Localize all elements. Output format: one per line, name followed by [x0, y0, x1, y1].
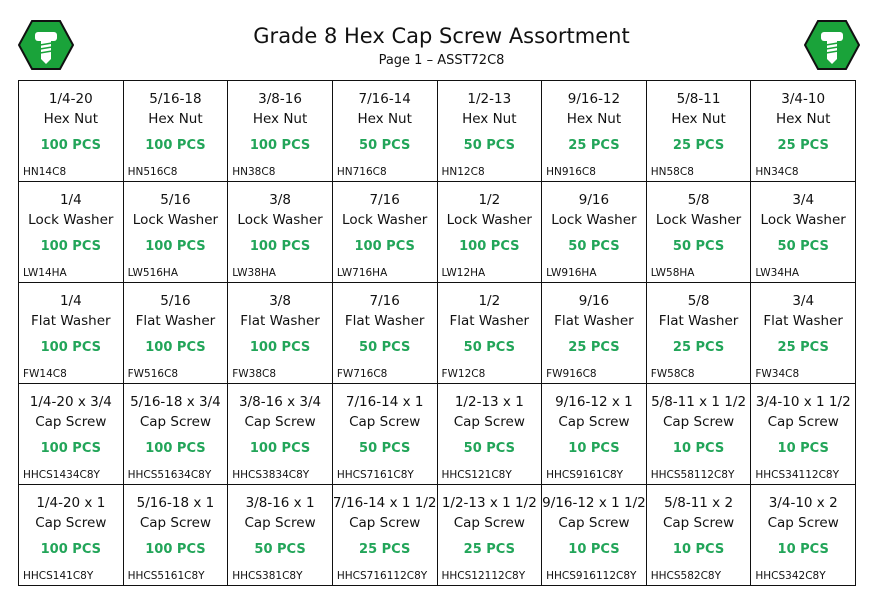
part-cell: [542, 283, 647, 384]
part-code: HHCS9161C8Y: [546, 469, 624, 481]
part-size: 5/8-11: [676, 91, 721, 107]
part-type: Lock Washer: [446, 212, 532, 228]
part-quantity: 25 PCS: [672, 340, 725, 355]
part-size: 9/16: [578, 293, 610, 309]
part-size: 5/8-11 x 1 1/2: [651, 394, 747, 410]
part-code: LW34HA: [755, 267, 800, 279]
part-size: 1/4: [59, 192, 82, 208]
part-cell: [19, 485, 124, 586]
part-size: 3/4: [792, 293, 815, 309]
part-cell: [19, 182, 124, 283]
part-code: HHCS3834C8Y: [232, 469, 310, 481]
part-type: Cap Screw: [453, 414, 525, 430]
part-size: 5/16-18: [149, 91, 202, 107]
part-code: HHCS34112C8Y: [755, 469, 839, 481]
part-size: 3/8: [269, 293, 291, 309]
part-cell: [751, 182, 856, 283]
part-quantity: 25 PCS: [359, 542, 411, 557]
part-code: HN516C8: [127, 166, 178, 178]
assortment-grid: [18, 80, 856, 586]
part-code: LW716HA: [336, 267, 388, 279]
part-size: 7/16: [369, 192, 400, 208]
part-code: HN916C8: [546, 166, 596, 178]
part-type: Cap Screw: [35, 515, 107, 531]
part-cell: [646, 283, 751, 384]
part-code: HHCS141C8Y: [23, 570, 94, 582]
part-code: HN12C8: [441, 166, 485, 178]
part-type: Hex Nut: [43, 111, 99, 127]
part-cell: [437, 81, 542, 182]
part-cell: [228, 283, 333, 384]
part-code: HHCS342C8Y: [755, 570, 826, 582]
part-type: Hex Nut: [566, 111, 622, 127]
part-type: Hex Nut: [357, 111, 412, 127]
part-size: 1/4-20 x 1: [36, 495, 106, 511]
part-code: FW516C8: [127, 368, 179, 380]
part-cell: [751, 283, 856, 384]
part-code: HN58C8: [650, 166, 694, 178]
part-quantity: 50 PCS: [254, 542, 306, 557]
part-type: Lock Washer: [342, 212, 428, 228]
part-cell: [437, 384, 542, 485]
part-cell: [228, 384, 333, 485]
part-type: Flat Washer: [240, 313, 320, 329]
part-quantity: 100 PCS: [40, 138, 101, 153]
part-size: 9/16-12 x 1 1/2: [542, 495, 646, 511]
part-cell: [19, 81, 124, 182]
part-code: FW38C8: [232, 368, 277, 380]
part-quantity: 10 PCS: [777, 542, 829, 557]
part-type: Flat Washer: [763, 313, 843, 329]
part-cell: [228, 182, 333, 283]
part-size: 1/2: [478, 293, 501, 309]
part-code: LW38HA: [232, 267, 276, 279]
part-quantity: 100 PCS: [40, 542, 101, 557]
part-code: HHCS58112C8Y: [650, 469, 735, 481]
part-cell: [437, 283, 542, 384]
part-cell: [751, 81, 856, 182]
part-quantity: 100 PCS: [145, 542, 206, 557]
part-type: Flat Washer: [135, 313, 216, 329]
part-type: Flat Washer: [344, 313, 425, 329]
part-quantity: 100 PCS: [249, 340, 311, 355]
part-type: Cap Screw: [453, 515, 525, 531]
part-code: HHCS51634C8Y: [127, 469, 212, 481]
part-size: 9/16-12: [567, 91, 621, 107]
part-size: 1/2: [478, 192, 501, 208]
part-type: Cap Screw: [139, 414, 212, 430]
part-size: 5/16-18 x 1: [136, 495, 215, 511]
part-quantity: 50 PCS: [463, 441, 515, 456]
part-code: FW14C8: [23, 368, 67, 380]
part-size: 3/8: [269, 192, 291, 208]
part-quantity: 50 PCS: [359, 340, 411, 355]
part-type: Flat Washer: [554, 313, 634, 329]
part-size: 5/16: [160, 293, 191, 309]
part-code: HN14C8: [23, 166, 67, 178]
part-cell: [123, 182, 228, 283]
part-code: LW516HA: [127, 267, 179, 279]
part-size: 9/16-12 x 1: [555, 394, 633, 410]
part-cell: [123, 384, 228, 485]
part-cell: [437, 485, 542, 586]
part-quantity: 50 PCS: [568, 239, 620, 254]
part-quantity: 25 PCS: [568, 340, 620, 355]
part-cell: [19, 384, 124, 485]
part-code: HHCS381C8Y: [232, 570, 303, 582]
page-subtitle: Page 1 – ASST72C8: [378, 53, 505, 68]
part-type: Cap Screw: [244, 414, 316, 430]
part-code: FW34C8: [755, 368, 800, 380]
part-type: Lock Washer: [132, 212, 219, 228]
part-size: 3/4-10 x 2: [768, 495, 838, 511]
part-quantity: 100 PCS: [249, 239, 311, 254]
part-type: Lock Washer: [551, 212, 637, 228]
part-type: Cap Screw: [767, 414, 839, 430]
part-cell: [228, 485, 333, 586]
part-quantity: 50 PCS: [463, 340, 515, 355]
part-type: Hex Nut: [462, 111, 517, 127]
part-size: 3/8-16 x 1: [245, 495, 315, 511]
part-size: 1/2-13 x 1: [454, 394, 524, 410]
part-type: Cap Screw: [558, 515, 630, 531]
part-quantity: 100 PCS: [249, 138, 311, 153]
part-quantity: 10 PCS: [672, 542, 725, 557]
part-cell: [542, 485, 647, 586]
part-size: 7/16-14 x 1: [345, 394, 424, 410]
part-code: HHCS916112C8Y: [546, 570, 637, 582]
part-size: 5/8: [687, 293, 710, 309]
part-size: 1/4: [59, 293, 82, 309]
part-quantity: 100 PCS: [40, 239, 101, 254]
part-type: Lock Washer: [760, 212, 846, 228]
part-cell: [751, 384, 856, 485]
part-type: Cap Screw: [558, 414, 630, 430]
part-cell: [332, 485, 437, 586]
part-quantity: 25 PCS: [672, 138, 725, 153]
part-cell: [542, 384, 647, 485]
part-cell: [646, 81, 751, 182]
part-size: 1/2-13: [467, 91, 512, 107]
part-code: LW916HA: [546, 267, 597, 279]
part-size: 1/2-13 x 1 1/2: [441, 495, 537, 511]
part-cell: [332, 283, 437, 384]
part-code: HHCS5161C8Y: [127, 570, 205, 582]
part-cell: [123, 283, 228, 384]
part-quantity: 25 PCS: [777, 340, 829, 355]
part-quantity: 100 PCS: [354, 239, 415, 254]
page-title: Grade 8 Hex Cap Screw Assortment: [253, 24, 630, 48]
part-type: Cap Screw: [662, 414, 735, 430]
part-cell: [646, 485, 751, 586]
part-code: LW14HA: [23, 267, 67, 279]
part-code: HHCS582C8Y: [650, 570, 722, 582]
part-cell: [332, 81, 437, 182]
part-type: Lock Washer: [237, 212, 323, 228]
part-quantity: 100 PCS: [459, 239, 520, 254]
part-code: LW12HA: [441, 267, 486, 279]
part-size: 3/8-16 x 3/4: [239, 394, 322, 410]
part-cell: [332, 182, 437, 283]
part-size: 9/16: [578, 192, 610, 208]
part-quantity: 10 PCS: [568, 542, 620, 557]
grid-row: [19, 485, 856, 586]
part-quantity: 100 PCS: [249, 441, 311, 456]
part-type: Flat Washer: [658, 313, 739, 329]
part-quantity: 100 PCS: [40, 340, 101, 355]
part-size: 1/4-20 x 3/4: [29, 394, 112, 410]
part-cell: [123, 81, 228, 182]
part-code: HN38C8: [232, 166, 276, 178]
part-size: 7/16: [369, 293, 400, 309]
part-quantity: 25 PCS: [777, 138, 829, 153]
part-cell: [542, 182, 647, 283]
part-code: FW58C8: [650, 368, 695, 380]
part-quantity: 10 PCS: [672, 441, 725, 456]
part-size: 5/8-11 x 2: [664, 495, 734, 511]
part-size: 5/16: [160, 192, 191, 208]
part-type: Cap Screw: [139, 515, 212, 531]
part-quantity: 10 PCS: [568, 441, 620, 456]
part-quantity: 50 PCS: [777, 239, 829, 254]
part-code: HHCS1434C8Y: [23, 469, 100, 481]
part-cell: [646, 384, 751, 485]
part-cell: [228, 81, 333, 182]
part-size: 3/8-16: [258, 91, 302, 107]
grid-row: [19, 384, 856, 485]
part-quantity: 100 PCS: [40, 441, 101, 456]
part-type: Cap Screw: [35, 414, 107, 430]
part-cell: [751, 485, 856, 586]
part-size: 3/4: [792, 192, 815, 208]
part-type: Hex Nut: [148, 111, 203, 127]
part-size: 3/4-10 x 1 1/2: [755, 394, 851, 410]
part-type: Cap Screw: [662, 515, 735, 531]
part-size: 5/8: [687, 192, 710, 208]
grid-row: [19, 283, 856, 384]
part-cell: [542, 81, 647, 182]
part-type: Cap Screw: [244, 515, 316, 531]
part-cell: [19, 283, 124, 384]
part-type: Hex Nut: [775, 111, 831, 127]
part-code: HN34C8: [755, 166, 799, 178]
part-quantity: 50 PCS: [359, 138, 411, 153]
part-size: 5/16-18 x 3/4: [130, 394, 221, 410]
part-type: Cap Screw: [349, 414, 421, 430]
part-size: 7/16-14: [358, 91, 411, 107]
part-cell: [332, 384, 437, 485]
part-type: Hex Nut: [671, 111, 726, 127]
part-code: HHCS121C8Y: [441, 469, 512, 481]
part-cell: [437, 182, 542, 283]
grid-row: [19, 81, 856, 182]
part-quantity: 100 PCS: [145, 340, 206, 355]
part-type: Flat Washer: [449, 313, 530, 329]
part-code: LW58HA: [650, 267, 695, 279]
part-cell: [123, 485, 228, 586]
part-quantity: 50 PCS: [359, 441, 411, 456]
part-size: 7/16-14 x 1 1/2: [332, 495, 437, 511]
part-type: Cap Screw: [349, 515, 421, 531]
part-code: HN716C8: [336, 166, 387, 178]
part-type: Lock Washer: [28, 212, 114, 228]
part-size: 1/4-20: [48, 91, 93, 107]
part-quantity: 25 PCS: [463, 542, 515, 557]
part-quantity: 25 PCS: [568, 138, 620, 153]
part-cell: [646, 182, 751, 283]
part-code: FW916C8: [546, 368, 597, 380]
part-code: FW12C8: [441, 368, 486, 380]
part-quantity: 100 PCS: [145, 239, 206, 254]
part-quantity: 100 PCS: [145, 138, 206, 153]
part-type: Lock Washer: [655, 212, 742, 228]
part-quantity: 10 PCS: [777, 441, 829, 456]
part-code: FW716C8: [336, 368, 388, 380]
part-size: 3/4-10: [781, 91, 826, 107]
grid-row: [19, 182, 856, 283]
part-type: Cap Screw: [767, 515, 839, 531]
part-type: Flat Washer: [31, 313, 111, 329]
part-code: HHCS7161C8Y: [336, 469, 414, 481]
part-quantity: 50 PCS: [672, 239, 725, 254]
part-code: HHCS716112C8Y: [336, 570, 428, 582]
part-code: HHCS12112C8Y: [441, 570, 526, 582]
part-type: Hex Nut: [252, 111, 308, 127]
part-quantity: 100 PCS: [145, 441, 206, 456]
part-quantity: 50 PCS: [463, 138, 515, 153]
